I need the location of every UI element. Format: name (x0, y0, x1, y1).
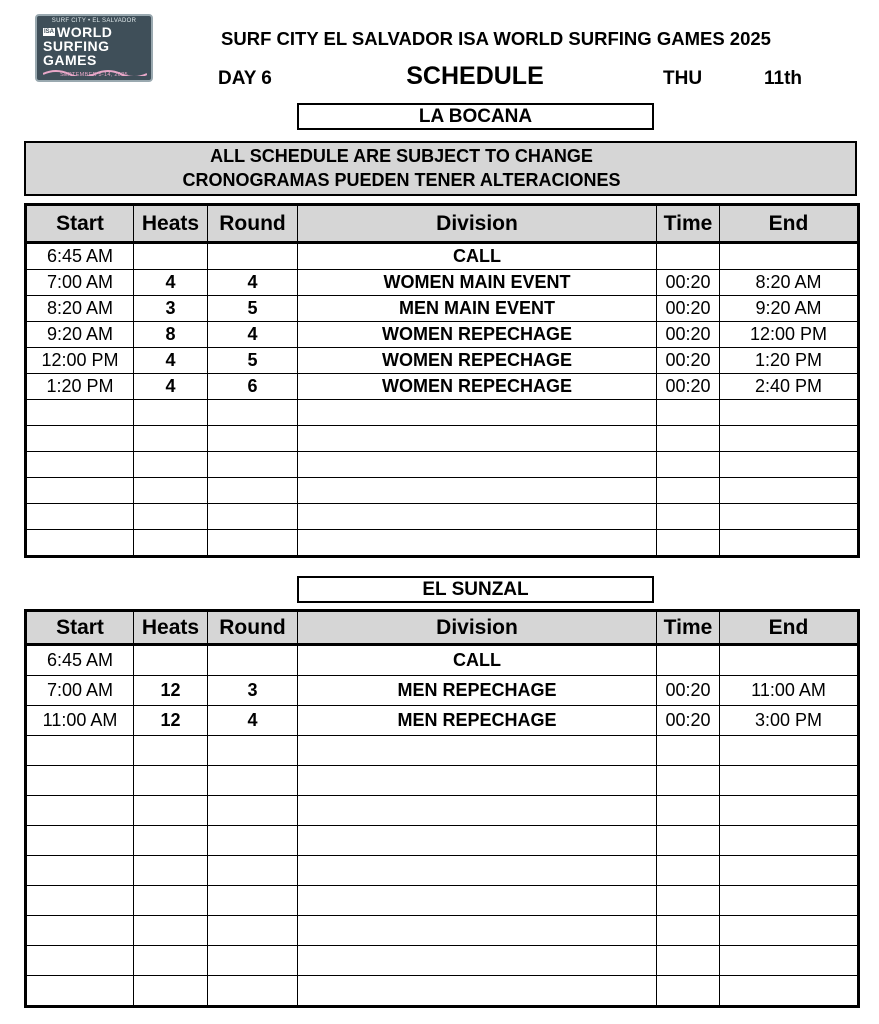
cell-start (26, 856, 134, 886)
cell-division: WOMEN REPECHAGE (298, 348, 657, 374)
cell-round (208, 766, 298, 796)
table-row (26, 796, 859, 826)
table-row (26, 400, 859, 426)
cell-time: 00:20 (657, 676, 720, 706)
cell-division: CALL (298, 645, 657, 676)
cell-division (298, 886, 657, 916)
cell-end (720, 886, 859, 916)
venue-title-la-bocana: LA BOCANA (297, 103, 654, 130)
cell-division: MEN REPECHAGE (298, 706, 657, 736)
cell-time: 00:20 (657, 374, 720, 400)
table-row (26, 976, 859, 1007)
cell-heats (134, 736, 208, 766)
cell-time: 00:20 (657, 706, 720, 736)
column-header-heats: Heats (134, 205, 208, 243)
cell-time (657, 796, 720, 826)
table-row (26, 426, 859, 452)
cell-end (720, 856, 859, 886)
table-row (26, 504, 859, 530)
event-logo (35, 14, 153, 82)
cell-time (657, 426, 720, 452)
cell-start (26, 478, 134, 504)
cell-heats: 4 (134, 270, 208, 296)
cell-start (26, 452, 134, 478)
cell-division: CALL (298, 243, 657, 270)
cell-end: 9:20 AM (720, 296, 859, 322)
cell-time: 00:20 (657, 270, 720, 296)
cell-end (720, 796, 859, 826)
column-header-heats: Heats (134, 611, 208, 645)
cell-end (720, 946, 859, 976)
cell-division (298, 946, 657, 976)
cell-heats (134, 400, 208, 426)
column-header-division: Division (298, 205, 657, 243)
column-header-round: Round (208, 611, 298, 645)
cell-round: 5 (208, 348, 298, 374)
cell-heats (134, 826, 208, 856)
table-row (26, 348, 859, 374)
cell-end (720, 400, 859, 426)
cell-start (26, 976, 134, 1007)
cell-round (208, 645, 298, 676)
date-label: 11th (764, 68, 803, 89)
cell-end (720, 976, 859, 1007)
cell-division (298, 916, 657, 946)
column-header-start: Start (26, 205, 134, 243)
logo-isa: ISA (43, 29, 54, 35)
cell-round (208, 478, 298, 504)
cell-end (720, 916, 859, 946)
cell-end (720, 452, 859, 478)
cell-division (298, 400, 657, 426)
cell-heats (134, 946, 208, 976)
cell-time (657, 736, 720, 766)
cell-end: 8:20 AM (720, 270, 859, 296)
cell-time (657, 400, 720, 426)
cell-round (208, 916, 298, 946)
cell-end (720, 736, 859, 766)
cell-heats (134, 916, 208, 946)
cell-round: 3 (208, 676, 298, 706)
cell-start (26, 916, 134, 946)
cell-round (208, 796, 298, 826)
cell-time (657, 478, 720, 504)
cell-end (720, 766, 859, 796)
cell-time (657, 645, 720, 676)
cell-end: 2:40 PM (720, 374, 859, 400)
cell-division (298, 452, 657, 478)
cell-round (208, 426, 298, 452)
cell-round: 4 (208, 322, 298, 348)
cell-heats (134, 478, 208, 504)
column-header-round: Round (208, 205, 298, 243)
cell-round: 4 (208, 706, 298, 736)
cell-start: 6:45 AM (26, 645, 134, 676)
schedule-heading: SCHEDULE (406, 62, 544, 90)
cell-time: 00:20 (657, 348, 720, 374)
table-row (26, 676, 859, 706)
cell-division (298, 530, 657, 557)
cell-time (657, 452, 720, 478)
cell-start: 9:20 AM (26, 322, 134, 348)
cell-time (657, 530, 720, 557)
cell-round (208, 243, 298, 270)
table-row (26, 706, 859, 736)
cell-heats: 12 (134, 676, 208, 706)
table-row (26, 886, 859, 916)
logo-word-games: GAMES (43, 52, 97, 68)
cell-division: WOMEN REPECHAGE (298, 374, 657, 400)
schedule-notice (24, 141, 857, 196)
cell-division (298, 826, 657, 856)
cell-round: 4 (208, 270, 298, 296)
cell-time: 00:20 (657, 296, 720, 322)
table-row (26, 296, 859, 322)
cell-round: 6 (208, 374, 298, 400)
cell-round (208, 946, 298, 976)
cell-end (720, 530, 859, 557)
cell-end (720, 504, 859, 530)
cell-start (26, 796, 134, 826)
cell-time (657, 946, 720, 976)
cell-division (298, 976, 657, 1007)
cell-end: 11:00 AM (720, 676, 859, 706)
cell-round (208, 504, 298, 530)
cell-start (26, 736, 134, 766)
cell-start: 11:00 AM (26, 706, 134, 736)
cell-end (720, 826, 859, 856)
cell-heats (134, 530, 208, 557)
cell-heats (134, 886, 208, 916)
cell-round (208, 826, 298, 856)
cell-heats (134, 504, 208, 530)
notice-line-spanish: CRONOGRAMAS PUEDEN TENER ALTERACIONES (182, 170, 621, 190)
cell-time: 00:20 (657, 322, 720, 348)
cell-round (208, 976, 298, 1007)
cell-time (657, 243, 720, 270)
table-row (26, 736, 859, 766)
column-header-time: Time (657, 611, 720, 645)
cell-division (298, 796, 657, 826)
cell-end (720, 426, 859, 452)
cell-division: WOMEN MAIN EVENT (298, 270, 657, 296)
cell-time (657, 856, 720, 886)
table-row (26, 322, 859, 348)
el-sunzal-schedule-table (24, 609, 860, 1008)
cell-heats (134, 796, 208, 826)
cell-round (208, 530, 298, 557)
table-row (26, 826, 859, 856)
table-row (26, 478, 859, 504)
cell-time (657, 916, 720, 946)
table-row (26, 856, 859, 886)
cell-start: 1:20 PM (26, 374, 134, 400)
cell-round (208, 856, 298, 886)
cell-time (657, 976, 720, 1007)
cell-heats: 4 (134, 374, 208, 400)
cell-end (720, 243, 859, 270)
logo-top-text: SURF CITY • EL SALVADOR (51, 18, 137, 24)
cell-start (26, 826, 134, 856)
cell-start (26, 766, 134, 796)
cell-start (26, 400, 134, 426)
cell-heats: 12 (134, 706, 208, 736)
column-header-end: End (720, 611, 859, 645)
cell-division (298, 504, 657, 530)
cell-division (298, 856, 657, 886)
cell-end (720, 645, 859, 676)
cell-division: WOMEN REPECHAGE (298, 322, 657, 348)
cell-time (657, 504, 720, 530)
cell-heats: 3 (134, 296, 208, 322)
cell-time (657, 886, 720, 916)
cell-time (657, 826, 720, 856)
logo-word-world: WORLD (57, 24, 113, 40)
cell-round (208, 400, 298, 426)
cell-start (26, 530, 134, 557)
cell-round (208, 452, 298, 478)
table-row (26, 243, 859, 270)
cell-end: 1:20 PM (720, 348, 859, 374)
cell-heats (134, 976, 208, 1007)
table-header-row (26, 611, 859, 645)
day-label: DAY 6 (218, 68, 272, 89)
cell-end: 3:00 PM (720, 706, 859, 736)
cell-division (298, 766, 657, 796)
table-row (26, 270, 859, 296)
cell-division: MEN REPECHAGE (298, 676, 657, 706)
cell-heats (134, 645, 208, 676)
cell-heats (134, 856, 208, 886)
column-header-time: Time (657, 205, 720, 243)
column-header-end: End (720, 205, 859, 243)
table-row (26, 645, 859, 676)
cell-start (26, 886, 134, 916)
cell-division (298, 426, 657, 452)
cell-division (298, 478, 657, 504)
cell-heats (134, 243, 208, 270)
cell-heats: 4 (134, 348, 208, 374)
cell-start: 8:20 AM (26, 296, 134, 322)
cell-time (657, 766, 720, 796)
cell-start (26, 504, 134, 530)
table-row (26, 766, 859, 796)
logo-dates: SEPTEMBER 5-14, 2025 (60, 72, 128, 78)
cell-start: 7:00 AM (26, 676, 134, 706)
table-row (26, 374, 859, 400)
cell-heats (134, 766, 208, 796)
table-row (26, 452, 859, 478)
logo-word-surfing: SURFING (43, 38, 110, 54)
la-bocana-schedule-table (24, 203, 860, 558)
cell-start: 6:45 AM (26, 243, 134, 270)
cell-heats: 8 (134, 322, 208, 348)
cell-division (298, 736, 657, 766)
cell-start: 12:00 PM (26, 348, 134, 374)
notice-line-english: ALL SCHEDULE ARE SUBJECT TO CHANGE (210, 146, 593, 166)
column-header-division: Division (298, 611, 657, 645)
cell-start: 7:00 AM (26, 270, 134, 296)
cell-start (26, 946, 134, 976)
cell-heats (134, 426, 208, 452)
cell-round: 5 (208, 296, 298, 322)
cell-heats (134, 452, 208, 478)
weekday-label: THU (663, 68, 703, 89)
column-header-start: Start (26, 611, 134, 645)
event-title: SURF CITY EL SALVADOR ISA WORLD SURFING GAMES 2025 (221, 28, 771, 49)
table-row (26, 946, 859, 976)
venue-title-el-sunzal: EL SUNZAL (297, 576, 654, 603)
table-row (26, 530, 859, 557)
cell-round (208, 886, 298, 916)
cell-end: 12:00 PM (720, 322, 859, 348)
table-row (26, 916, 859, 946)
cell-end (720, 478, 859, 504)
table-header-row (26, 205, 859, 243)
cell-round (208, 736, 298, 766)
cell-division: MEN MAIN EVENT (298, 296, 657, 322)
cell-start (26, 426, 134, 452)
